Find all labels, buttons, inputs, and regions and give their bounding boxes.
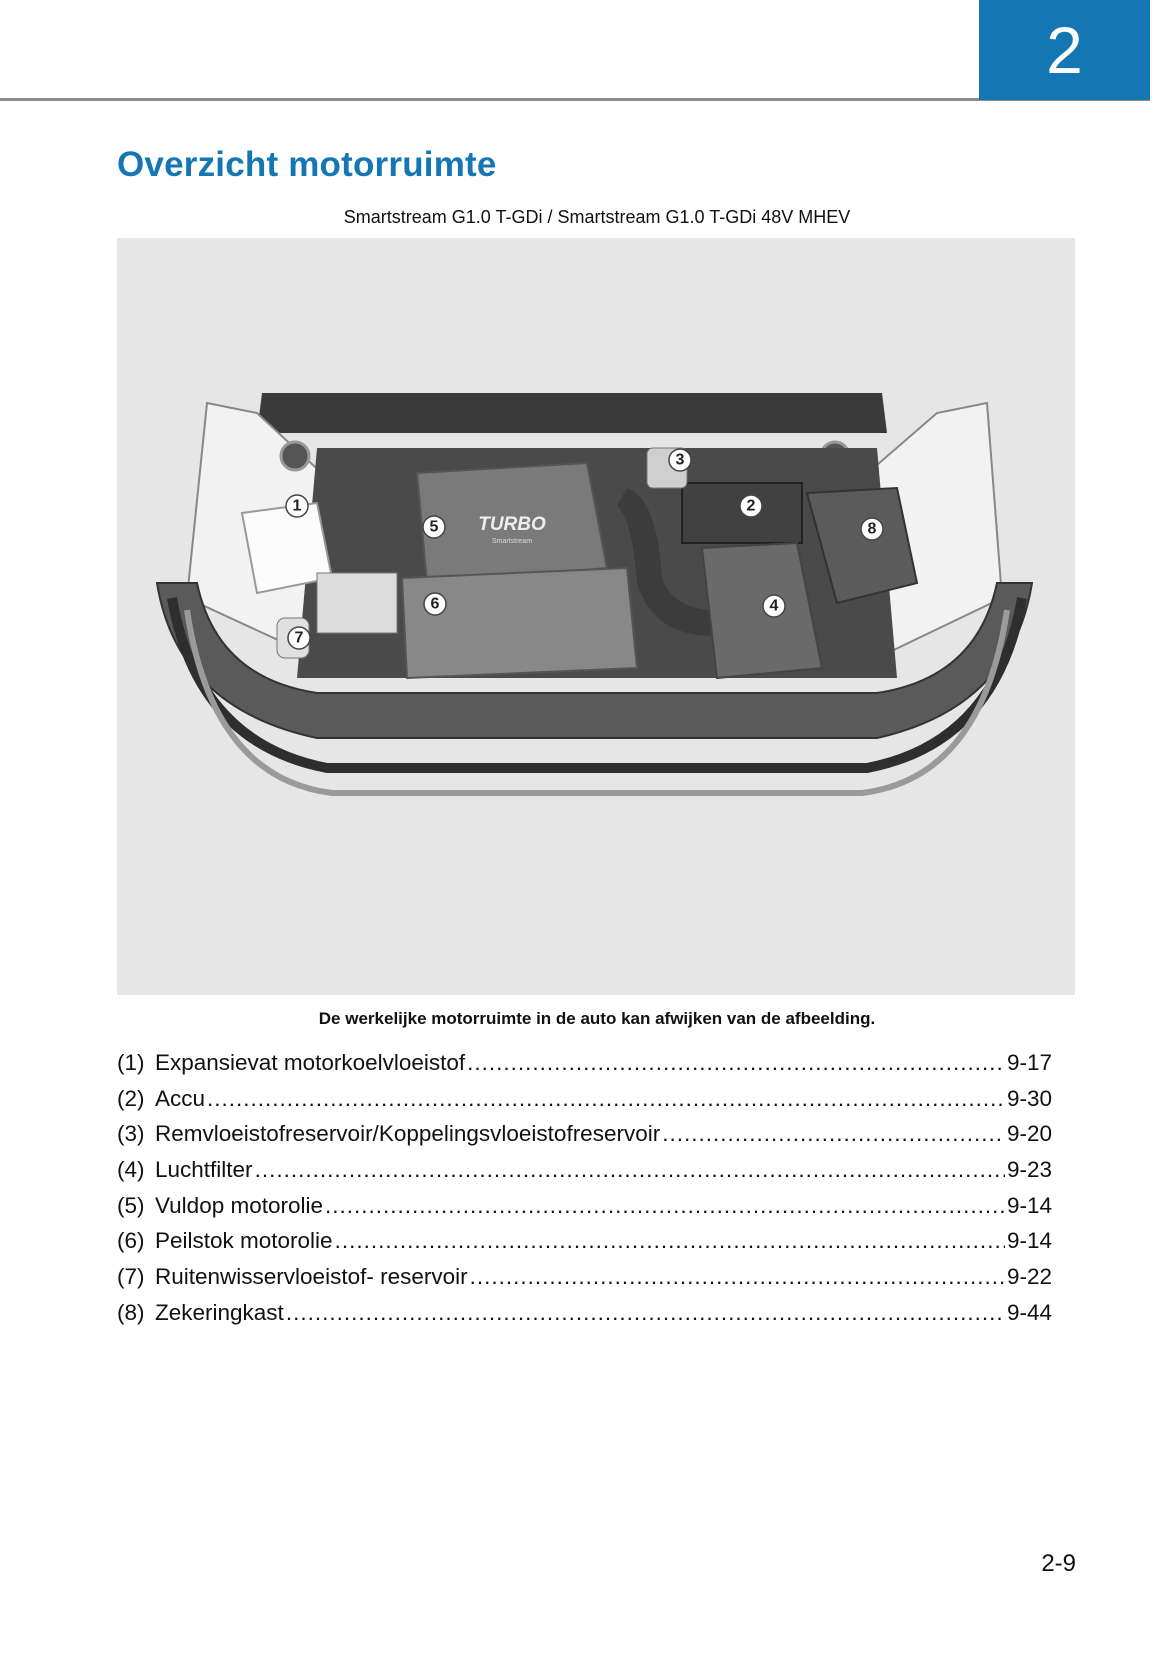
list-item xyxy=(117,1193,1052,1229)
item-label: Remvloeistofreservoir/Koppelingsvloeistofreservoir xyxy=(155,1121,661,1147)
leader-dots xyxy=(467,1050,1005,1076)
svg-text:2: 2 xyxy=(746,497,756,515)
item-label: Ruitenwisservloeistof- reservoir xyxy=(155,1264,468,1290)
list-item xyxy=(117,1264,1052,1300)
svg-text:1: 1 xyxy=(292,497,302,515)
chapter-tab: 2 xyxy=(979,0,1150,100)
engine-block xyxy=(402,568,637,678)
item-label: Expansievat motorkoelvloeistof xyxy=(155,1050,466,1075)
leader-dots xyxy=(470,1264,1005,1290)
svg-text:3: 3 xyxy=(675,451,685,469)
page-reference: 9-14 xyxy=(1006,1192,1052,1218)
item-number: (2) xyxy=(117,1085,145,1111)
list-item xyxy=(117,1086,1052,1122)
item-number: (3) xyxy=(117,1121,145,1147)
figure-caption: De werkelijke motorruimte in de auto kan afwijken van de afbeelding. xyxy=(318,1009,876,1028)
leader-dots xyxy=(207,1086,1005,1112)
engine-bay-illustration xyxy=(117,238,1075,995)
svg-text:8: 8 xyxy=(867,520,877,538)
callout-2 xyxy=(740,495,762,517)
item-number: (5) xyxy=(117,1192,145,1218)
item-label: Accu xyxy=(155,1085,206,1111)
list-item xyxy=(117,1050,1052,1086)
engine-cover-text: TURBO xyxy=(478,514,546,535)
leader-dots xyxy=(662,1121,1005,1147)
parts-list xyxy=(117,1050,1052,1336)
item-number: (6) xyxy=(117,1228,145,1254)
svg-text:4: 4 xyxy=(769,597,779,615)
callout-1 xyxy=(286,495,308,517)
svg-text:5: 5 xyxy=(429,518,439,536)
callout-3 xyxy=(669,449,691,471)
svg-text:7: 7 xyxy=(294,629,304,647)
svg-text:6: 6 xyxy=(430,595,440,613)
left-strut-cap xyxy=(281,442,309,470)
page-reference: 9-14 xyxy=(1006,1228,1052,1254)
page-reference: 9-17 xyxy=(1006,1050,1052,1075)
page-reference: 9-20 xyxy=(1006,1121,1052,1147)
header-rule xyxy=(0,98,1150,101)
page-reference: 9-44 xyxy=(1006,1299,1052,1325)
page-reference: 9-22 xyxy=(1006,1264,1052,1290)
list-item xyxy=(117,1157,1052,1193)
item-label: Zekeringkast xyxy=(155,1299,284,1325)
hood-edge xyxy=(257,393,887,433)
item-label: Luchtfilter xyxy=(155,1157,253,1183)
leader-dots xyxy=(335,1228,1005,1254)
page-reference: 9-30 xyxy=(1006,1085,1052,1111)
callout-7 xyxy=(288,627,310,649)
callout-6 xyxy=(424,593,446,615)
callout-8 xyxy=(861,518,883,540)
item-number: (4) xyxy=(117,1157,145,1183)
engine-cover-subtext: Smartstream xyxy=(491,538,533,545)
item-number: (8) xyxy=(117,1299,145,1325)
item-number: (7) xyxy=(117,1264,145,1290)
page-reference: 9-23 xyxy=(1006,1157,1052,1183)
list-item xyxy=(117,1121,1052,1157)
leader-dots xyxy=(286,1300,1005,1326)
engine-variants: Smartstream G1.0 T-GDi / Smartstream G1.0 T-GDi 48V MHEV xyxy=(343,207,851,227)
page-title: Overzicht motorruimte xyxy=(117,145,497,184)
list-item xyxy=(117,1300,1052,1336)
leader-dots xyxy=(325,1193,1005,1219)
engine-bay-figure xyxy=(117,238,1075,995)
callout-5 xyxy=(423,516,445,538)
page-number: 2-9 xyxy=(1041,1550,1076,1577)
callout-4 xyxy=(763,595,785,617)
leader-dots xyxy=(255,1157,1005,1183)
item-label: Vuldop motorolie xyxy=(155,1192,324,1218)
engine-mount xyxy=(317,573,397,633)
item-label: Peilstok motorolie xyxy=(155,1228,333,1254)
item-number: (1) xyxy=(117,1050,145,1075)
list-item xyxy=(117,1228,1052,1264)
